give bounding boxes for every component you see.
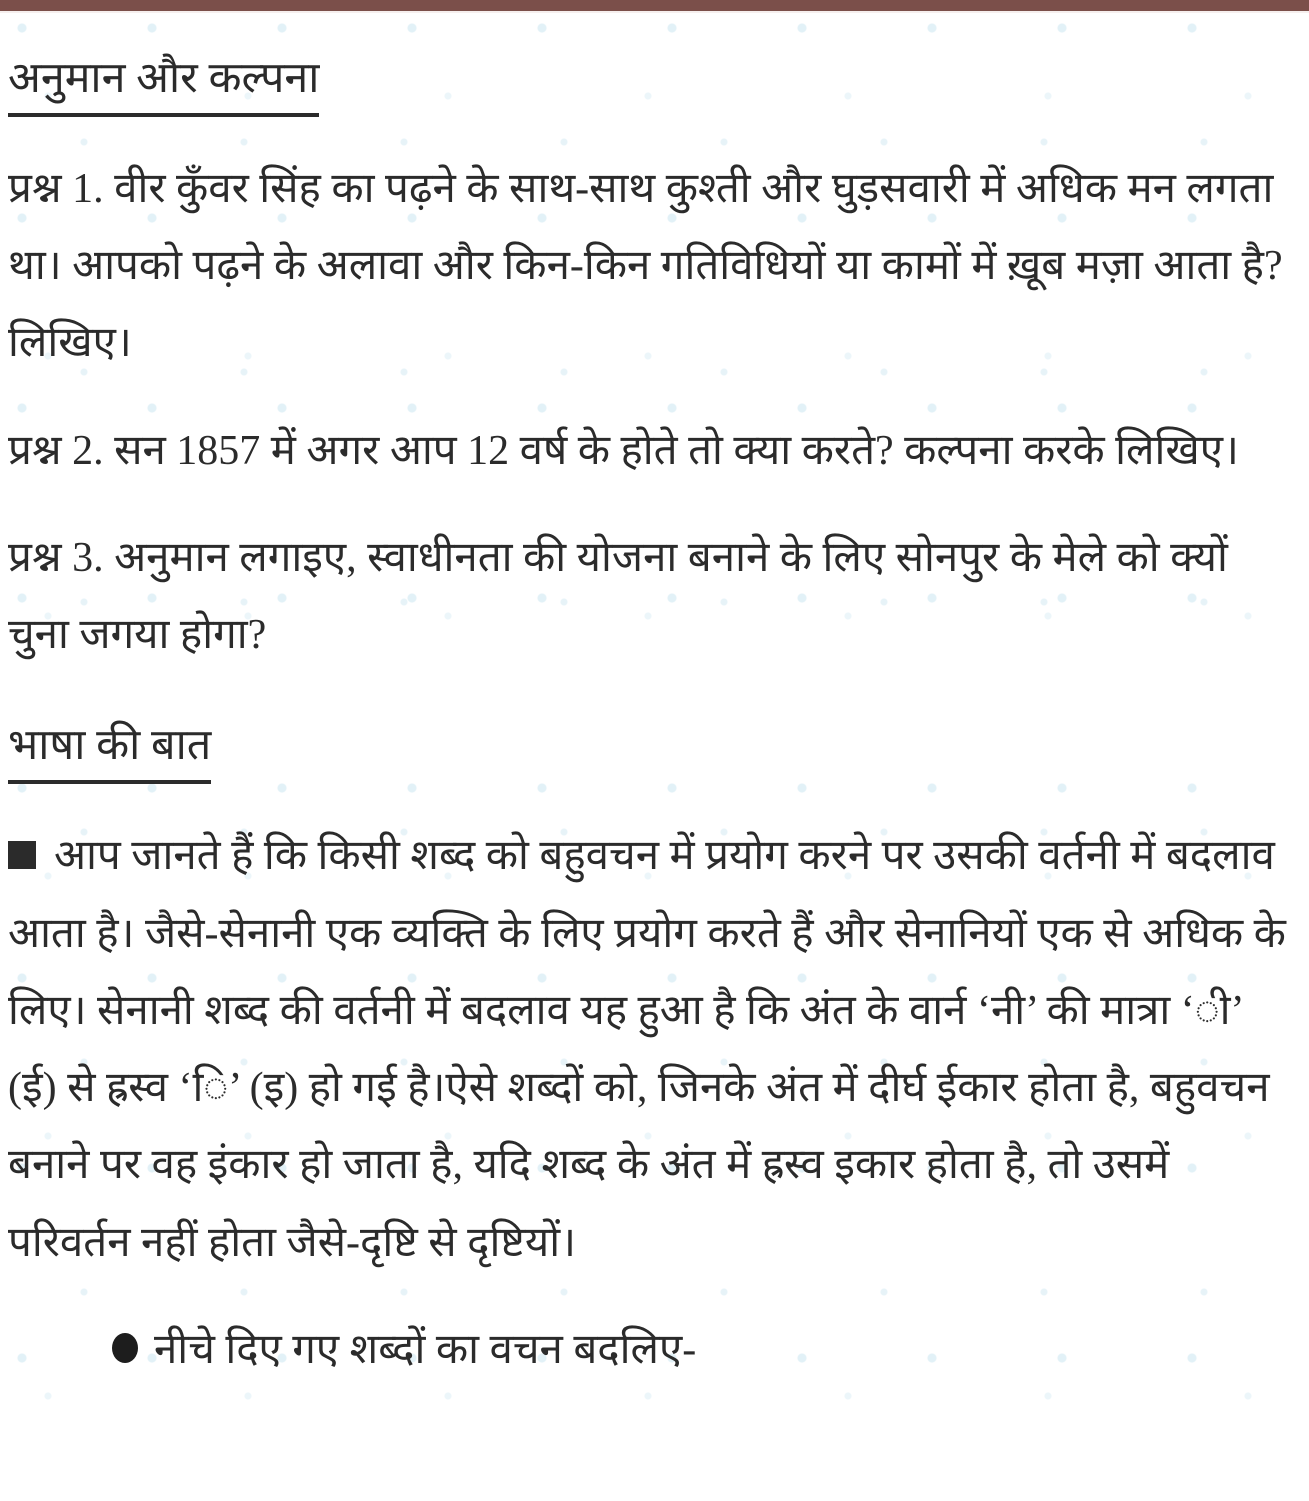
circle-bullet-icon <box>112 1333 138 1363</box>
square-bullet-icon <box>8 841 36 869</box>
top-accent-bar <box>0 0 1309 13</box>
vachan-instruction-line <box>8 1312 1293 1389</box>
bhasha-paragraph-text: आप जानते हैं कि किसी शब्द को बहुवचन में प्रयोग करने पर उसकी वर्तनी में बदलाव आता है। जैसे-सेनानी एक व्यक्ति के लिए प्रयोग करते हैं और सेनानियों एक से अधिक के लिए। सेनानी शब्द की वर्तनी में बदलाव यह हुआ है कि अंत के वार्न ‘नी’ की मात्रा ‘◌ी’ (ई) से ह्रस्व ‘◌ि’ (इ) हो गई है।ऐसे शब्दों को, जिनके अंत में दीर्घ ईकार होता है, बहुवचन बनाने पर वह इंकार हो जाता है, यदि शब्द के अंत में ह्रस्व इकार होता है, तो उसमें परिवर्तन नहीं होता जैसे-दृष्टि से दृष्टियों। <box>8 833 1286 1266</box>
heading-bhasha-ki-baat <box>8 718 1293 784</box>
heading-bhasha-label: भाषा की बात <box>8 718 211 784</box>
vachan-instruction-text: नीचे दिए गए शब्दों का वचन बदलिए- <box>154 1326 697 1373</box>
heading-anuman-aur-kalpana <box>8 51 1293 117</box>
heading-anuman-label: अनुमान और कल्पना <box>8 51 319 117</box>
page-content <box>0 13 1309 1389</box>
question-1-paragraph: प्रश्न 1. वीर कुँवर सिंह का पढ़ने के साथ-साथ कुश्ती और घुड़सवारी में अधिक मन लगता था। आपको पढ़ने के अलावा और किन-किन गतिविधियों या कामों में ख़ूब मज़ा आता है? लिखिए। <box>8 165 1283 367</box>
bhasha-bullet-paragraph <box>8 818 1293 1282</box>
question-3-paragraph: प्रश्न 3. अनुमान लगाइए, स्वाधीनता की योजना बनाने के लिए सोनपुर के मेले को क्यों चुना जगया होगा? <box>8 534 1228 659</box>
question-2-paragraph: प्रश्न 2. सन 1857 में अगर आप 12 वर्ष के होते तो क्या करते? कल्पना करके लिखिए। <box>8 427 1239 474</box>
